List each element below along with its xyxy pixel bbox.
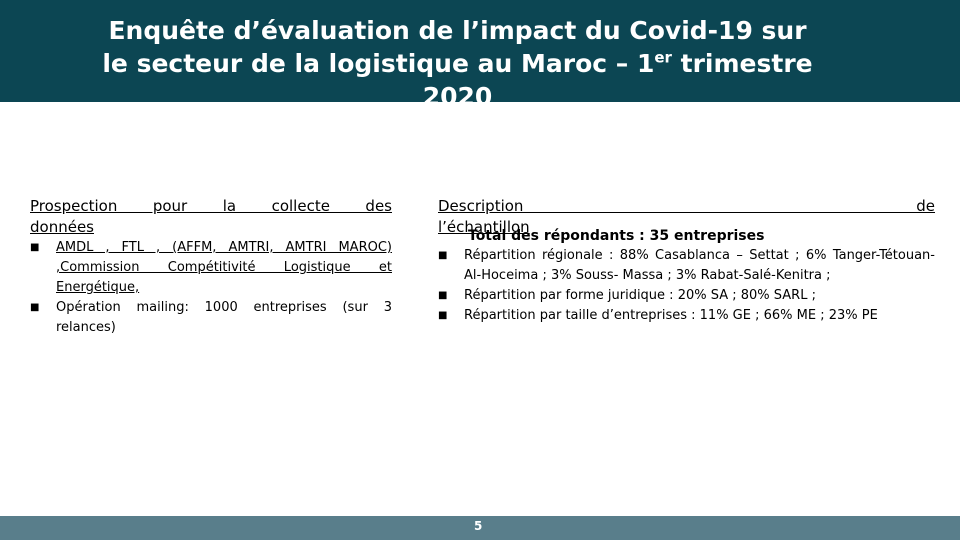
square-bullet-icon: ■ — [438, 250, 448, 261]
left-heading-line-1: Prospection pour la collecte des — [30, 197, 392, 215]
respondents-total: Total des répondants : 35 entreprises — [468, 228, 765, 244]
title-line-2 — [0, 47, 915, 80]
title-line-2-end: trimestre — [671, 49, 813, 78]
title-superscript: er — [654, 48, 672, 67]
list-item-text: Répartition par taille d’entreprises : 11% GE ; 66% ME ; 23% PE — [464, 308, 878, 323]
list-item-text: Répartition régionale : 88% Casablanca – Settat ; 6% Tanger-Tétouan- Al-Hoceima ; 3% Souss- Massa ; 3% Rabat-Salé-Kenitra ; — [464, 248, 935, 283]
right-heading-line-2: l’échantillon — [438, 218, 530, 236]
square-bullet-icon: ■ — [438, 310, 448, 321]
square-bullet-icon: ■ — [438, 290, 448, 301]
list-item-text: Opération mailing: 1000 entreprises (sur 3 relances) — [56, 300, 392, 335]
title-banner — [0, 0, 960, 111]
list-item — [438, 306, 935, 326]
title-line-1: Enquête d’évaluation de l’impact du Covid-19 sur — [108, 16, 807, 45]
square-bullet-icon: ■ — [30, 242, 40, 253]
left-bullet-list — [30, 238, 392, 338]
title-line-3: 2020 — [422, 82, 493, 111]
list-item — [438, 286, 935, 306]
right-heading-line-1: Description de — [438, 197, 935, 215]
square-bullet-icon: ■ — [30, 302, 40, 313]
list-item — [438, 246, 935, 286]
slide-title — [0, 14, 915, 113]
title-line-2-text: le secteur de la logistique au Maroc – 1 — [102, 49, 655, 78]
list-item-text: AMDL , FTL , (AFFM, AMTRI, AMTRI MAROC) ,Commission Compétitivité Logistique et Energétique, — [56, 240, 392, 295]
list-item-text: Répartition par forme juridique : 20% SA ; 80% SARL ; — [464, 288, 816, 303]
page-number: 5 — [474, 519, 483, 533]
left-heading-line-2: données — [30, 218, 94, 236]
footer-bar — [0, 516, 960, 540]
list-item — [30, 298, 392, 338]
left-column — [30, 196, 392, 338]
right-bullet-list — [438, 246, 935, 326]
list-item — [30, 238, 392, 298]
right-column — [438, 196, 935, 326]
